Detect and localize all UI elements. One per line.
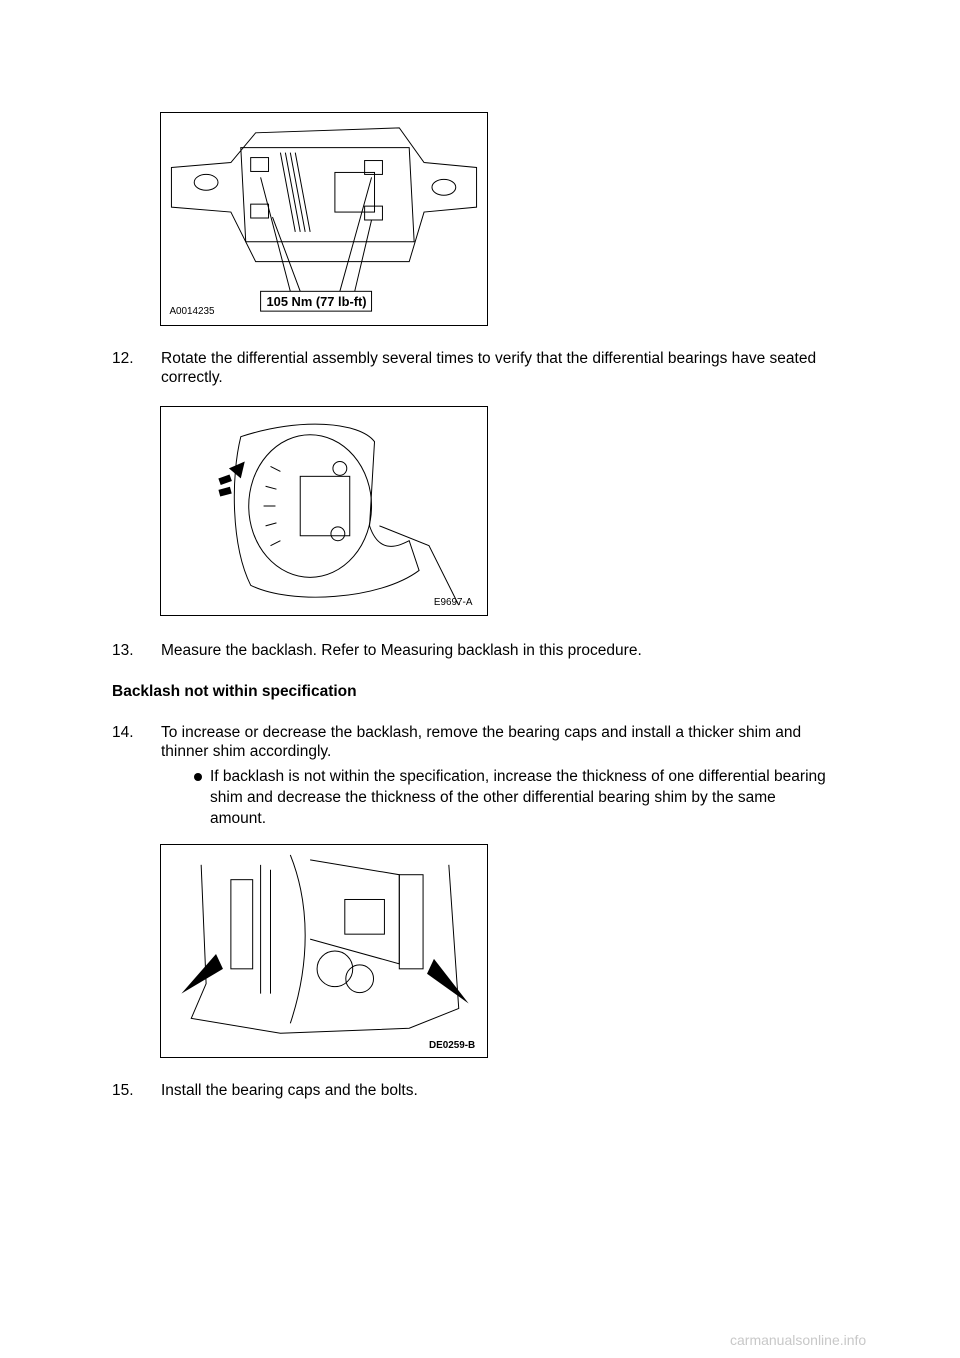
bearing-cap-bolts-illustration	[161, 113, 487, 325]
bearing-shims-illustration	[161, 845, 487, 1057]
step-13	[112, 641, 852, 660]
bullet-icon	[194, 773, 202, 781]
bullet-text: If backlash is not within the specification, increase the thickness of one differential bearing shim and decrease the thickness of the other differential bearing shim by the same amount.	[210, 768, 826, 827]
step-text: Measure the backlash. Refer to Measuring backlash in this procedure.	[161, 642, 642, 659]
figure-bearing-cap-bolts	[160, 112, 488, 326]
figure-code: E9697-A	[433, 597, 473, 609]
step-number: 13.	[112, 642, 134, 659]
step-number: 15.	[112, 1082, 134, 1099]
bullet-item	[194, 766, 834, 829]
rotate-differential-illustration	[161, 407, 487, 615]
figure-code: DE0259-B	[429, 1040, 476, 1052]
step-number: 14.	[112, 724, 134, 741]
figure-code: A0014235	[169, 306, 215, 318]
torque-callout: 105 Nm (77 lb-ft)	[266, 294, 367, 310]
step-text: To increase or decrease the backlash, remove the bearing caps and install a thicker shim and thinner shim accordingly.	[161, 724, 802, 760]
step-15	[112, 1081, 852, 1100]
step-12	[112, 349, 852, 387]
step-14	[112, 723, 852, 761]
step-number: 12.	[112, 350, 134, 367]
figure-rotate-differential	[160, 406, 488, 616]
step-text: Rotate the differential assembly several times to verify that the differential bearings have seated correctly.	[161, 350, 817, 386]
section-heading: Backlash not within specification	[112, 683, 357, 700]
step-text: Install the bearing caps and the bolts.	[161, 1082, 418, 1099]
watermark: carmanualsonline.info	[730, 1332, 867, 1348]
figure-bearing-shims	[160, 844, 488, 1058]
